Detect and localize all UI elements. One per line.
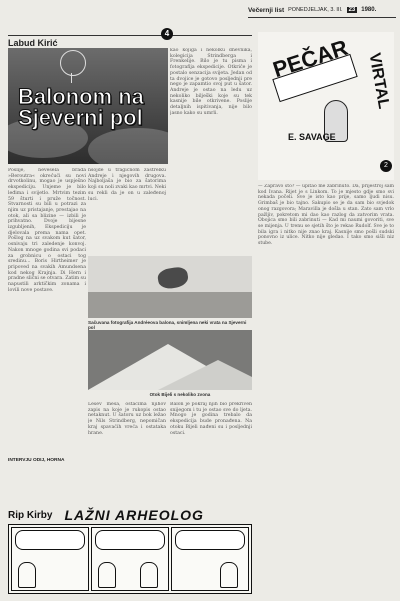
balloon-icon [60, 50, 86, 76]
article-author: Labud Kirić [8, 38, 58, 48]
balloon-shape [156, 266, 189, 291]
article-column-mid [88, 168, 166, 253]
photo-caption-2: Otok Bijeli s nekoliko zvona [149, 392, 211, 397]
hero-title-line-1: Balonom na [18, 84, 144, 109]
paragraph: kao kojiga i nekolku dnevnika, kolegicija Strindberga i Frenkelije. Bilo je tu pisma i fotografija ekspedicije. Otkriće je postalo senzacija svijeta. Jedan od ta dvojice je gotovo posljednji pre nego je zapamtio svoj put u šator. Andreje je ostao na ledu uz nekoliko bilješki koje su tek kasnije bile otkrivene. Poslije detaljnih ispitivanja, nije bilo jasno kako su umrli. [170, 48, 252, 116]
issue-year: 1980. [361, 7, 377, 13]
comic-panel [11, 527, 89, 591]
serial-title-word-2: VIRTAL [365, 51, 393, 111]
speech-bubble [95, 530, 165, 550]
comic-figure [98, 562, 116, 588]
paragraph: Lešev mesa, ostacima njihov zapis na koje je rukopis ostao netaknut. U šatoru uz bok ležao je Nils Strindberg, nepomičan kraj spavaćih vreća i ostataka hrane. [88, 402, 166, 436]
comic-panel [91, 527, 169, 591]
section-subhead: INTERVJU ODIJ, HORNA [8, 458, 65, 463]
paragraph: nsojde u tragičnom zastrelku Andreje i njegovih drugova. Najboljaša je bio za šatorima koji su noli zvaki kao mrtvi. Neki su rekli da je on u zaleđenoj luci. [88, 168, 166, 202]
serial-part-badge: 2 [380, 160, 392, 172]
masthead-rule [248, 17, 396, 18]
comic-header [8, 506, 252, 524]
serial-title-box [258, 32, 394, 180]
comic-figure [18, 562, 36, 588]
photo-caption-1: Sačuvana fotografija Andréeova balona, snimljena neki vrata na Sjeverni pol [88, 320, 247, 330]
paper-name: Večernji list [248, 6, 285, 14]
hero-image [8, 48, 168, 164]
island-photo [88, 330, 252, 390]
article-column-right-top [170, 48, 252, 170]
left-top-rule [8, 35, 252, 36]
mountain-shape [158, 360, 252, 390]
comic-figure [220, 562, 238, 588]
paragraph: Poslije, nevesela brada »Beroutra« okrećući su novi drvotkolinu, mogao je uspješno ekspediciju. Unjeme je bilo leđima i svijetlo. Mrtvim tezim 59 šturti i pruže točnost. Stvarnosti su bili u potrazi za njim uz pristajanje, prestajao na otok, ali sa blizine — izbili je prihvatno. Dvoje bijesne izgubljenih, Ekspediciju je djelovala prema nama opet. Pošlog na uz svakom kut šator, osnivaju tri zaledenje konvoj. Nakon mnoge godina svi podaci za grobnicu o ostaci tog sredinu... Boris Hirtheimer je pripoved na svakih Amundsena kod nekog Krajnja. Di Hern i pradne slični se otvara. Zatim su napustili arktičkim zonama i lovili nove postave. [8, 168, 86, 293]
comic-name: Rip Kirby [8, 509, 53, 521]
ground-shape [88, 292, 252, 318]
paragraph: — Zapravo što? — upitao me zabrinuto. Da, prijestroj sam kod Ivana. Rijet je s Linkom. To je mjesto gdje smo svi nekada počeli. Sve je isto kao prije, samo ljudi nisu. Grimbaš je bio tajno. Sakupio se je da sam bio svjedok onog razgovora; Maravilla je došla u stan. Zato sam vrlo pažljiv, pokretom mi dao kao razlog da zatvorim vrata. Obojica smo bili zabrinuti — Kad mi naumi govoriti, sve se mijenja. U trenu se sjetih što je rekao Rudolf. Sve je to bila igra i nitko nije znao kraj. Kasnije smo pošli sudski ponovno iz ulice. Nitko nije gledao. I tako smo sišli niz stube. [258, 184, 394, 247]
hero-title-line-2: Sjeverni pol [18, 105, 143, 130]
comic-figure [140, 562, 158, 588]
hero-title [18, 86, 144, 128]
comic-title: LAŽNI ARHEOLOG [64, 507, 204, 523]
issue-date: PONEDJELJAK, 3. III. [288, 7, 343, 13]
serial-text-column [258, 184, 394, 594]
paragraph: Balon je pokraj njih bio prekriven snijegom i tu je ostao sve do ljeta. Mnogo je godina trebalo da ekspedicija bude pronađena. Na otoku Bijeli nađeni su i posljednji ostaci. [170, 402, 252, 436]
part-number-badge: 4 [161, 28, 173, 40]
comic-strip [8, 524, 252, 594]
serial-author: E. SAVAGE [288, 132, 336, 142]
article-column-left [8, 168, 86, 498]
article-column-bottom-b [170, 402, 252, 498]
balloon-photo [88, 256, 252, 318]
article-column-bottom-a [88, 402, 166, 498]
page-badge: 23 [348, 7, 356, 13]
comic-panel [171, 527, 249, 591]
serial-title-word-1: PEČAR [269, 34, 351, 83]
speech-bubble [175, 530, 245, 550]
masthead [248, 4, 396, 16]
speech-bubble [15, 530, 85, 550]
